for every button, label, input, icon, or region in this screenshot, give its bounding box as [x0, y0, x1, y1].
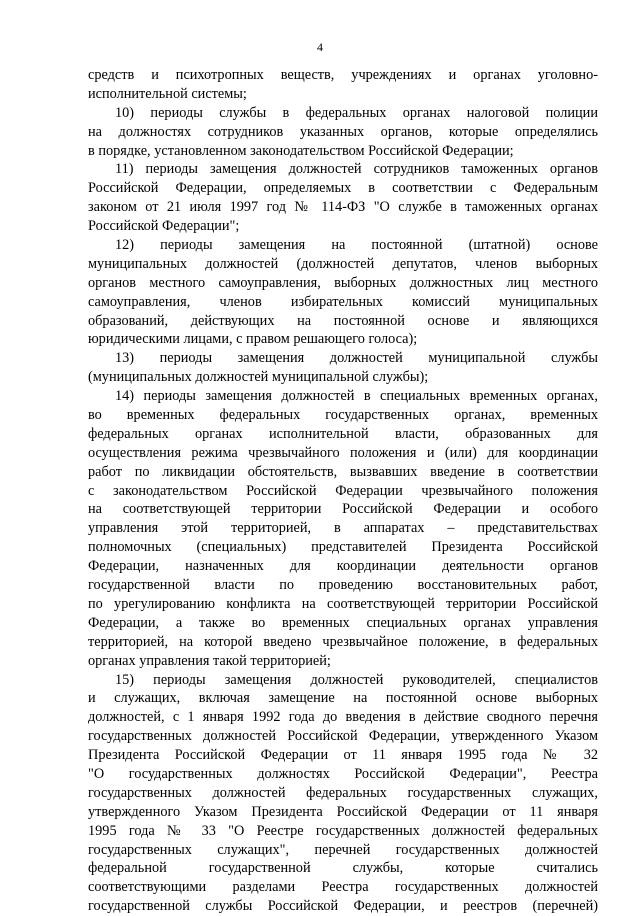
text-line: полномочных (специальных) представителей Президента Российской: [88, 539, 598, 556]
text-line: 12) периоды замещения на постоянной (штатной) основе: [115, 237, 598, 254]
text-line: с законодательством Российской Федерации чрезвычайного положения: [88, 482, 598, 499]
text-line: по урегулированию конфликта на соответствующей территории Российской: [88, 595, 598, 612]
text-line: территорией, на которой введено чрезвычайное положение, в федеральных: [88, 633, 598, 650]
text-line: 13) периоды замещения должностей муниципальной службы: [115, 350, 598, 367]
text-line: Федерации, назначенных для координации деятельности органов: [88, 558, 598, 575]
text-line: органов местного самоуправления, выборных должностных лиц местного: [88, 274, 598, 291]
text-line: Президента Российской Федерации от 11 января 1995 года № 32: [88, 747, 598, 764]
text-line: осуществления режима чрезвычайного положения и (или) для координации: [88, 444, 598, 461]
text-line: государственной службы Российской Федерации, и реестров (перечней): [88, 898, 598, 915]
text-line: в порядке, установленном законодательством Российской Федерации;: [88, 142, 514, 159]
text-line: (муниципальных должностей муниципальной службы);: [88, 369, 429, 386]
text-line: соответствующими разделами Реестра государственных должностей: [88, 879, 598, 896]
text-line: утвержденного Указом Президента Российской Федерации от 11 января: [88, 803, 598, 820]
text-line: Российской Федерации";: [88, 218, 240, 235]
text-line: 1995 года № 33 "О Реестре государственных должностей федеральных: [88, 822, 598, 839]
text-line: должностей, с 1 января 1992 года до введения в действие сводного перечня: [88, 709, 598, 726]
text-line: муниципальных должностей (должностей депутатов, членов выборных: [88, 255, 598, 272]
text-line: во временных федеральных государственных органах, временных: [88, 407, 598, 424]
text-line: государственной власти по проведению восстановительных работ,: [88, 577, 598, 594]
text-line: "О государственных должностях Российской Федерации", Реестра: [88, 765, 598, 782]
text-line: 11) периоды замещения должностей сотрудников таможенных органов: [115, 161, 598, 178]
text-line: и служащих, включая замещение на постоянной основе выборных: [88, 690, 598, 707]
page-number: 4: [317, 40, 323, 54]
text-line: государственных служащих", перечней государственных должностей: [88, 841, 598, 858]
text-line: государственных должностей Российской Федерации, утвержденного Указом: [88, 728, 598, 745]
document-body: [88, 66, 598, 916]
text-line: исполнительной системы;: [88, 85, 247, 102]
text-line: Федерации, а также во временных специальных органах управления: [88, 614, 598, 631]
text-line: юридическими лицами, с правом решающего голоса);: [88, 331, 418, 348]
text-line: 15) периоды замещения должностей руководителей, специалистов: [115, 671, 598, 688]
text-line: органах управления такой территорией;: [88, 652, 331, 669]
text-line: на должностях сотрудников указанных органов, которые определялись: [88, 123, 598, 140]
text-line: управления этой территорией, в аппаратах – представительствах: [88, 520, 598, 537]
text-line: образований, действующих на постоянной основе и являющихся: [88, 312, 598, 329]
text-line: работ по ликвидации обстоятельств, вызвавших введение в соответствии: [88, 463, 598, 480]
text-line: федеральной государственной службы, которые считались: [88, 860, 598, 877]
text-line: самоуправления, членов избирательных комиссий муниципальных: [88, 293, 598, 310]
text-line: федеральных органах исполнительной власти, образованных для: [88, 425, 598, 442]
text-line: законом от 21 июля 1997 год № 114-ФЗ "О службе в таможенных органах: [88, 199, 598, 216]
text-line: средств и психотропных веществ, учреждениях и органах уголовно-: [88, 67, 598, 83]
text-line: на соответствующей территории Российской Федерации и особого: [88, 501, 598, 518]
text-line: Российской Федерации, определяемых в соответствии с Федеральным: [88, 180, 598, 197]
text-line: государственных должностей федеральных государственных служащих,: [88, 784, 598, 801]
text-line: 10) периоды службы в федеральных органах налоговой полиции: [115, 104, 598, 121]
text-line: 14) периоды замещения должностей в специальных временных органах,: [115, 388, 598, 405]
